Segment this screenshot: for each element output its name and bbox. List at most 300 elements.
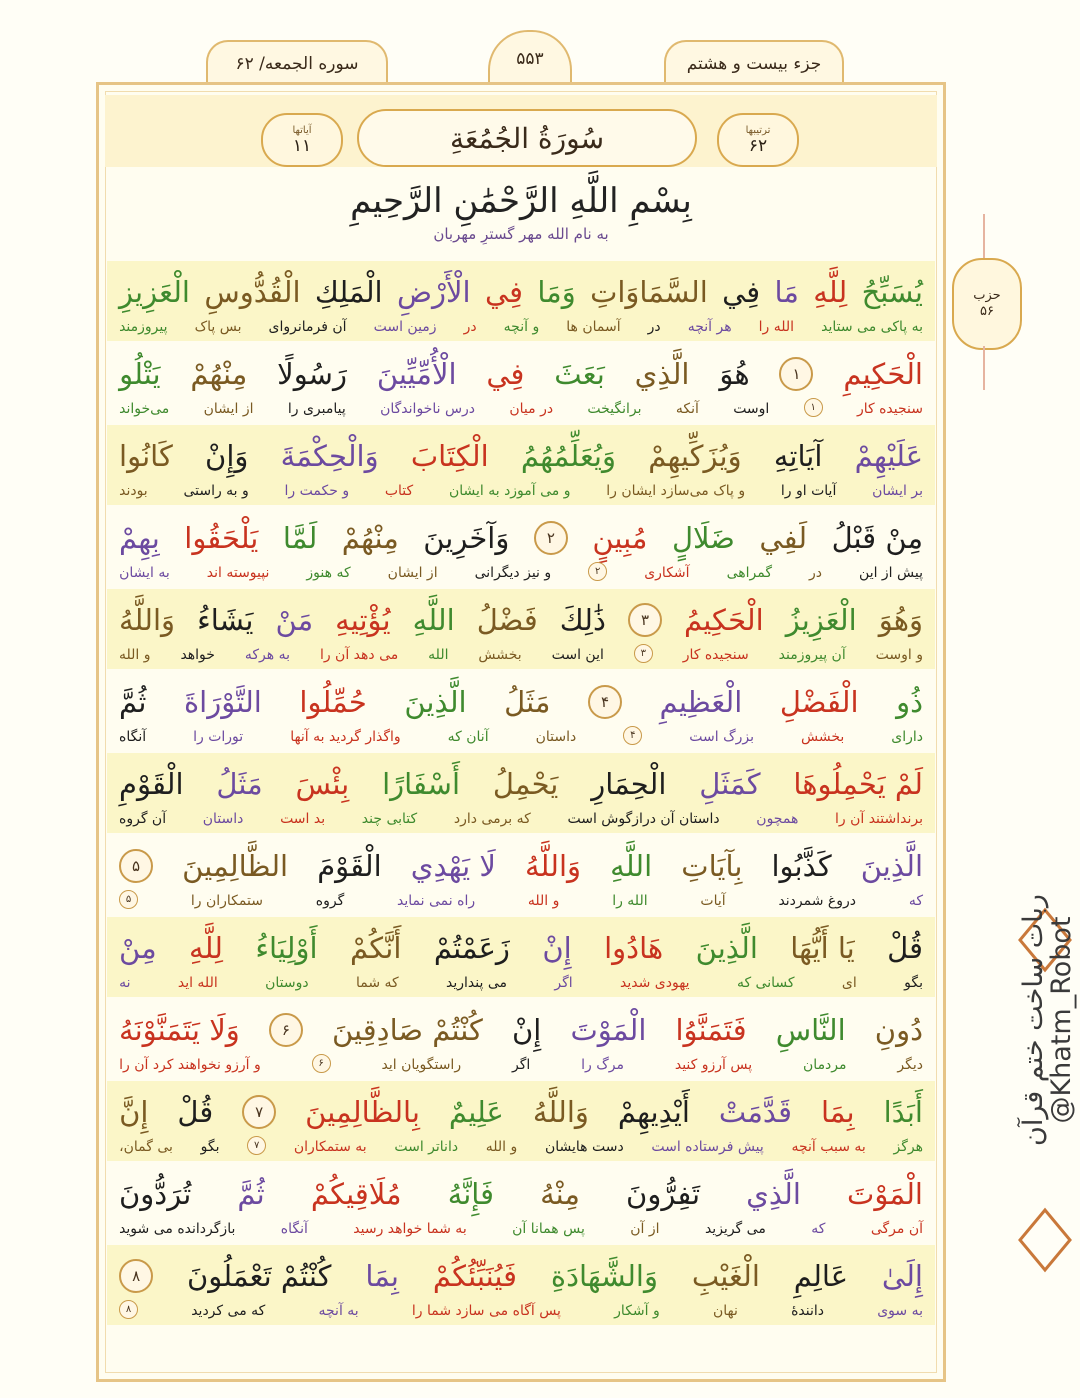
translation-word: و الله (527, 893, 560, 909)
arabic-word: عَلَيْهِمْ (854, 439, 923, 473)
arabic-line (119, 261, 923, 309)
translation-word: زمین است (373, 319, 437, 335)
translation-word: بودند (119, 483, 148, 499)
translation-word: و حکمت را (284, 483, 350, 499)
arabic-word: مَثَلُ (504, 685, 551, 719)
translation-word: آنکه (675, 401, 699, 417)
verses-count-badge (261, 113, 343, 167)
arabic-word: الْحَكِيمِ (843, 357, 923, 391)
arabic-word: الْقَوْمِ (119, 767, 184, 801)
arabic-word: وَمَا (537, 275, 576, 309)
translation-word: و آرزو نخواهند کرد آن را (119, 1057, 261, 1073)
translation-word: پیش فرستاده است (651, 1139, 764, 1155)
arabic-word: وَاللَّهُ (532, 1095, 589, 1129)
arabic-word: وَيُعَلِّمُهُمُ (520, 439, 617, 473)
translation-word: کتاب (384, 483, 414, 499)
verse-number-marker: ۶ (269, 1013, 303, 1047)
arabic-line (119, 999, 923, 1047)
arabic-word: بَعَثَ (554, 357, 605, 391)
translation-word: سنجیده کار (682, 647, 749, 663)
translation-word: الله را (612, 893, 648, 909)
arabic-word: لَمَّا (282, 521, 318, 555)
translation-line (119, 309, 923, 335)
watermark-handle: @Khatm_Robot (1046, 916, 1077, 1124)
arabic-word: الْقُدُّوسِ (204, 275, 301, 309)
hizb-label: حزب (973, 288, 1001, 303)
translation-word: بگو (904, 975, 923, 991)
translation-word: برنداشتند آن را (834, 811, 923, 827)
translation-word: اگر (554, 975, 573, 991)
translation-line (119, 555, 923, 581)
verses-count: ۱۱ (292, 135, 312, 156)
arabic-word: رَسُولًا (277, 357, 347, 391)
arabic-word: الْغَيْبِ (691, 1259, 760, 1293)
translation-line (119, 1047, 923, 1073)
arabic-word: الْفَضْلِ (779, 685, 859, 719)
arabic-word: الْعَزِيزِ (119, 275, 190, 309)
arabic-word: يَشَاءُ (197, 603, 254, 637)
translation-word: پیش از این (859, 565, 923, 581)
translation-word: و آنچه (503, 319, 540, 335)
translation-line (119, 801, 923, 827)
arabic-word: أَيْدِيهِمْ (617, 1095, 690, 1129)
arabic-word: يَا أَيُّهَا (790, 931, 855, 965)
arabic-word: الْقَوْمَ (317, 849, 382, 883)
translation-line (119, 637, 923, 663)
translation-word: که (908, 893, 923, 909)
arabic-word: إِنْ (542, 931, 572, 965)
page-number-tab (488, 30, 572, 86)
arabic-word: الَّذِينَ (860, 849, 923, 883)
arabic-word: وَهُوَ (878, 603, 923, 637)
translation-word: و نیز دیگرانی (474, 565, 552, 581)
translation-word: دست هایشان (544, 1139, 624, 1155)
verse-number-marker-small: ۱ (804, 398, 823, 417)
arabic-word: التَّوْرَاةَ (183, 685, 262, 719)
arabic-word: الْحِمَارِ (591, 767, 667, 801)
translation-word: به سبب آنچه (791, 1139, 866, 1155)
translation-word: نه (119, 975, 131, 991)
arabic-word: فَتَمَنَّوُا (675, 1013, 747, 1047)
translation-line (119, 1129, 923, 1155)
verse-row (107, 917, 935, 997)
translation-word: پس آگاه می سازد شما را (411, 1303, 561, 1319)
arabic-line (119, 753, 923, 801)
translation-line (119, 391, 923, 417)
translation-word: آیات او را (780, 483, 837, 499)
verse-number-marker-small: ۳ (634, 644, 653, 663)
arabic-word: فَإِنَّهُ (447, 1177, 495, 1211)
translation-word: داستان آن درازگوش است (567, 811, 720, 827)
translation-word: دارای (891, 729, 923, 745)
arabic-word: الْمَوْتَ (570, 1013, 647, 1047)
arabic-word: دُونِ (874, 1013, 923, 1047)
translation-word: به ستمکاران (293, 1139, 367, 1155)
hizb-line-top (983, 214, 985, 258)
translation-word: الله را (758, 319, 795, 335)
translation-word: این است (551, 647, 604, 663)
arabic-line (119, 589, 923, 637)
translation-word: گروه (315, 893, 345, 909)
arabic-word: أَبَدًا (883, 1095, 923, 1129)
arabic-word: الَّذِينَ (695, 931, 758, 965)
page-number: ۵۵۳ (516, 49, 544, 69)
verse-row (119, 507, 923, 587)
translation-word: به سوی (877, 1303, 923, 1319)
translation-word: پیامبری را (287, 401, 346, 417)
arabic-word: حُمِّلُوا (299, 685, 367, 719)
translation-word: آن فرمانروای (268, 319, 347, 335)
surah-title-band (105, 95, 937, 167)
arabic-word: لِلَّهِ (813, 275, 848, 309)
translation-word: و می آموزد به ایشان (448, 483, 571, 499)
verse-row (107, 753, 935, 833)
arabic-line (119, 507, 923, 555)
translation-word: هرگز (893, 1139, 923, 1155)
arabic-word: تُرَدُّونَ (119, 1177, 192, 1211)
arabic-word: زَعَمْتُمْ (433, 931, 510, 965)
translation-word: می پندارید (446, 975, 508, 991)
arabic-word: ذُو (896, 685, 923, 719)
translation-word: آنگاه (119, 729, 147, 745)
watermark-text (1020, 830, 1076, 1210)
translation-word: و آشکار (614, 1303, 660, 1319)
arabic-line (119, 917, 923, 965)
arabic-word: الْمَلِكِ (314, 275, 383, 309)
arabic-word: يُؤْتِيهِ (335, 603, 391, 637)
arabic-word: النَّاسِ (775, 1013, 846, 1047)
verse-number-marker: ۸ (119, 1259, 153, 1293)
arabic-word: كَمَثَلِ (699, 767, 761, 801)
verse-row (107, 1081, 935, 1161)
verse-number-marker: ۳ (628, 603, 662, 637)
arabic-word: بِئْسَ (295, 767, 350, 801)
arabic-word: فِي (486, 357, 525, 391)
arabic-word: قَدَّمَتْ (718, 1095, 792, 1129)
translation-word: بی گمان، (119, 1139, 173, 1155)
translation-word: مرگ را (581, 1057, 624, 1073)
arabic-word: مِنْهُمْ (341, 521, 399, 555)
translation-word: همچون (756, 811, 799, 827)
verse-row (119, 1163, 923, 1243)
translation-word: دروغ شمردند (778, 893, 857, 909)
translation-line (119, 719, 923, 745)
translation-word: بد است (280, 811, 326, 827)
bismillah-arabic: بِسْمِ اللَّهِ الرَّحْمَٰنِ الرَّحِيمِ (350, 181, 692, 221)
translation-word: آشکاری (644, 565, 690, 581)
translation-word: سنجیده کار (856, 401, 923, 417)
arabic-word: كُنْتُمْ تَعْمَلُونَ (186, 1259, 332, 1293)
arabic-word: الَّذِي (746, 1177, 801, 1211)
arabic-word: وَالْحِكْمَةَ (280, 439, 379, 473)
translation-word: و به راستی (183, 483, 249, 499)
verse-number-marker-small: ۷ (247, 1136, 266, 1155)
translation-word: می‌خواند (119, 401, 170, 417)
translation-word: نهان (712, 1303, 738, 1319)
translation-word: بخشش (800, 729, 845, 745)
translation-word: داستان (535, 729, 577, 745)
arabic-word: مِنْ قَبْلُ (831, 521, 923, 555)
translation-word: اگر (511, 1057, 531, 1073)
translation-word: بزرگ است (689, 729, 754, 745)
hizb-number: ۵۶ (980, 304, 994, 319)
translation-word: کسانی که (736, 975, 795, 991)
arabic-word: كَذَّبُوا (771, 849, 832, 883)
arabic-word: يَتْلُو (119, 357, 161, 391)
translation-line (119, 1293, 923, 1319)
arabic-word: مَا (774, 275, 799, 309)
hizb-line-bottom (983, 346, 985, 390)
arabic-line (119, 1081, 923, 1129)
translation-word: که می کردید (191, 1303, 266, 1319)
arabic-word: وَيُزَكِّيهِمْ (648, 439, 742, 473)
arabic-word: لَفِي (759, 521, 808, 555)
translation-line (119, 1211, 923, 1237)
watermark-title: ربات ساخت ختم قرآن (1018, 894, 1049, 1146)
arabic-word: السَّمَاوَاتِ (590, 275, 708, 309)
arabic-word: وَاللَّهُ (525, 849, 582, 883)
arabic-word: مَثَلُ (216, 767, 263, 801)
arabic-word: مِنْهُمْ (190, 357, 248, 391)
arabic-word: إِلَىٰ (881, 1259, 923, 1293)
translation-word: آسمان ها (566, 319, 621, 335)
hizb-marker (952, 258, 1022, 350)
arabic-word: ذَٰلِكَ (559, 603, 606, 637)
translation-word: آن مرگی (870, 1221, 923, 1237)
arabic-word: مُبِينٍ (592, 521, 648, 555)
arabic-word: يَحْمِلُ (492, 767, 559, 801)
translation-word: آنان که (447, 729, 489, 745)
translation-word: از ایشان (387, 565, 438, 581)
translation-word: و الله (485, 1139, 518, 1155)
arabic-word: اللَّهِ (610, 849, 653, 883)
bismillah-translation: به نام الله مهر گسترِ مهربان (433, 225, 609, 243)
translation-word: هر آنچه (687, 319, 732, 335)
verse-number-marker-small: ۸ (119, 1300, 138, 1319)
verse-number-marker-small: ۲ (588, 562, 607, 581)
translation-line (119, 965, 923, 991)
verse-number-marker-small: ۵ (119, 890, 138, 909)
arabic-word: أَنَّكُمْ (349, 931, 402, 965)
translation-word: الله (428, 647, 449, 663)
translation-word: دوستان (265, 975, 309, 991)
arabic-word: لَمْ يَحْمِلُوهَا (793, 767, 923, 801)
translation-word: اوست (733, 401, 770, 417)
translation-word: تورات را (193, 729, 244, 745)
order-badge (717, 113, 799, 167)
translation-word: که (811, 1221, 826, 1237)
translation-word: درس ناخواندگان (380, 401, 476, 417)
arabic-line (119, 425, 923, 473)
translation-word: می گریزید (704, 1221, 766, 1237)
translation-word: واگذار گردید به آنها (290, 729, 401, 745)
arabic-word: لِلَّهِ (189, 931, 224, 965)
verse-row (119, 343, 923, 423)
arabic-word: وَالشَّهَادَةِ (550, 1259, 658, 1293)
arabic-word: فَضْلُ (476, 603, 538, 637)
translation-word: و الله (119, 647, 151, 663)
arabic-word: كُنْتُمْ صَادِقِينَ (331, 1013, 483, 1047)
surah-ref: سوره الجمعه/ ۶۲ (235, 54, 359, 74)
translation-word: خواهد (180, 647, 215, 663)
translation-word: کتابی چند (361, 811, 418, 827)
arabic-word: بِآيَاتِ (681, 849, 743, 883)
arabic-word: ثُمَّ (119, 685, 147, 719)
verse-number-marker-small: ۴ (623, 726, 642, 745)
arabic-word: الَّذِينَ (404, 685, 467, 719)
arabic-word: يَلْحَقُوا (184, 521, 259, 555)
translation-word: دیگر (897, 1057, 923, 1073)
arabic-word: بِمَا (365, 1259, 400, 1293)
translation-word: داناتر است (394, 1139, 459, 1155)
translation-word: راه نمی نماید (397, 893, 476, 909)
verse-number-marker-small: ۶ (312, 1054, 331, 1073)
verse-number-marker: ۲ (534, 521, 568, 555)
translation-word: ای (841, 975, 857, 991)
arabic-word: مِنْهُ (540, 1177, 580, 1211)
arabic-line (119, 343, 923, 391)
verse-number-marker: ۴ (588, 685, 622, 719)
translation-word: راستگویان اید (381, 1057, 462, 1073)
order-number: ۶۲ (748, 135, 768, 156)
translation-word: بر ایشان (872, 483, 923, 499)
arabic-line (119, 671, 923, 719)
arabic-word: الْحَكِيمُ (684, 603, 764, 637)
arabic-word: لَا يَهْدِي (410, 849, 496, 883)
translation-word: یهودی شدید (620, 975, 690, 991)
surah-name-frame (357, 109, 697, 167)
arabic-word: فَيُنَبِّئُكُمْ (432, 1259, 518, 1293)
verse-number-marker: ۵ (119, 849, 153, 883)
arabic-word: الَّذِي (634, 357, 690, 391)
arabic-word: اللَّهِ (412, 603, 455, 637)
surah-ref-tab (206, 40, 388, 86)
translation-word: به ایشان (119, 565, 170, 581)
arabic-word: مُلَاقِيكُمْ (310, 1177, 402, 1211)
verses-label: آیاتها (292, 124, 312, 136)
verse-row (107, 425, 935, 505)
order-label: ترتیبها (745, 124, 771, 136)
arabic-word: ثُمَّ (237, 1177, 265, 1211)
verse-row (107, 1245, 935, 1325)
translation-word: در (463, 319, 477, 335)
arabic-line (119, 1163, 923, 1211)
translation-word: دانندهٔ (791, 1303, 825, 1319)
arabic-word: هُوَ (719, 357, 750, 391)
translation-line (119, 473, 923, 499)
bismillah-block (105, 173, 937, 255)
translation-word: بازگردانده می شوید (119, 1221, 236, 1237)
verse-number-marker: ۷ (242, 1095, 276, 1129)
verse-row (119, 999, 923, 1079)
verse-row (119, 835, 923, 915)
arabic-word: قُلْ (177, 1095, 214, 1129)
juz-tab (664, 40, 844, 86)
arabic-word: الْعَظِيمِ (659, 685, 743, 719)
arabic-word: بِمَا (820, 1095, 855, 1129)
arabic-line (119, 1245, 923, 1293)
arabic-word: مِنْ (119, 931, 157, 965)
translation-word: پیروزمند (119, 319, 168, 335)
arabic-word: بِهِمْ (119, 521, 160, 555)
translation-word: الله اید (177, 975, 218, 991)
translation-word: مردمان (803, 1057, 847, 1073)
translation-word: و پاک می‌سازد ایشان را (606, 483, 746, 499)
arabic-word: مَنْ (275, 603, 314, 637)
translation-word: در میان (509, 401, 554, 417)
translation-word: پس آرزو کنید (674, 1057, 753, 1073)
translation-word: بگو (200, 1139, 220, 1155)
translation-word: به پاکی می ستاید (821, 319, 923, 335)
quran-page (96, 82, 946, 1382)
verse-row (107, 261, 935, 341)
surah-name: سُورَةُ الجُمُعَةِ (449, 121, 605, 155)
translation-word: بخشش (478, 647, 522, 663)
arabic-word: هَادُوا (604, 931, 664, 965)
arabic-word: إِنْ (511, 1013, 542, 1047)
arabic-word: كَانُوا (119, 439, 173, 473)
translation-word: داستان (202, 811, 244, 827)
translation-word: و اوست (875, 647, 923, 663)
translation-word: به شما خواهد رسید (353, 1221, 467, 1237)
arabic-word: عَلِيمٌ (448, 1095, 504, 1129)
arabic-word: الظَّالِمِينَ (182, 849, 289, 883)
translation-word: که شما (355, 975, 399, 991)
arabic-word: فِي (722, 275, 761, 309)
arabic-word: فِي (484, 275, 523, 309)
translation-word: آیات (700, 893, 726, 909)
translation-word: برانگیخت (587, 401, 642, 417)
arabic-word: الْمَوْتَ (847, 1177, 923, 1211)
translation-word: آنگاه (280, 1221, 308, 1237)
arabic-word: وَإِنْ (205, 439, 249, 473)
translation-word: گمراهی (726, 565, 772, 581)
arabic-word: بِالظَّالِمِينَ (305, 1095, 420, 1129)
translation-word: از آن (630, 1221, 660, 1237)
arabic-word: إِنَّ (119, 1095, 149, 1129)
verse-number-marker: ۱ (779, 357, 813, 391)
translation-word: در (809, 565, 823, 581)
arabic-word: آيَاتِهِ (773, 439, 823, 473)
translation-word: آن گروه (119, 811, 167, 827)
translation-word: نپیوسته اند (206, 565, 270, 581)
arabic-word: قُلْ (887, 931, 923, 965)
arabic-word: أَسْفَارًا (382, 767, 461, 801)
verse-row (107, 589, 935, 669)
arabic-word: ضَلَالٍ (671, 521, 735, 555)
arabic-word: الْكِتَابَ (410, 439, 489, 473)
verse-row (119, 671, 923, 751)
arabic-word: وَاللَّهُ (119, 603, 176, 637)
arabic-word: عَالِمِ (793, 1259, 849, 1293)
arabic-word: يُسَبِّحُ (861, 275, 923, 309)
translation-word: ستمکاران را (190, 893, 263, 909)
arabic-word: وَلَا يَتَمَنَّوْنَهُ (119, 1013, 240, 1047)
arabic-word: الْعَزِيزُ (785, 603, 857, 637)
arabic-word: الْأَرْضِ (396, 275, 471, 309)
translation-word: از ایشان (203, 401, 254, 417)
translation-word: که هنوز (306, 565, 351, 581)
translation-word: می دهد آن را (319, 647, 399, 663)
translation-word: پس همانا آن (512, 1221, 585, 1237)
juz-label: جزء بیست و هشتم (686, 54, 822, 74)
arabic-word: الْأُمِّيِّينَ (376, 357, 457, 391)
translation-word: که برمی دارد (453, 811, 531, 827)
arabic-line (119, 835, 923, 883)
translation-word: آن پیروزمند (778, 647, 846, 663)
translation-word: به هرکه (244, 647, 291, 663)
translation-line (119, 883, 923, 909)
